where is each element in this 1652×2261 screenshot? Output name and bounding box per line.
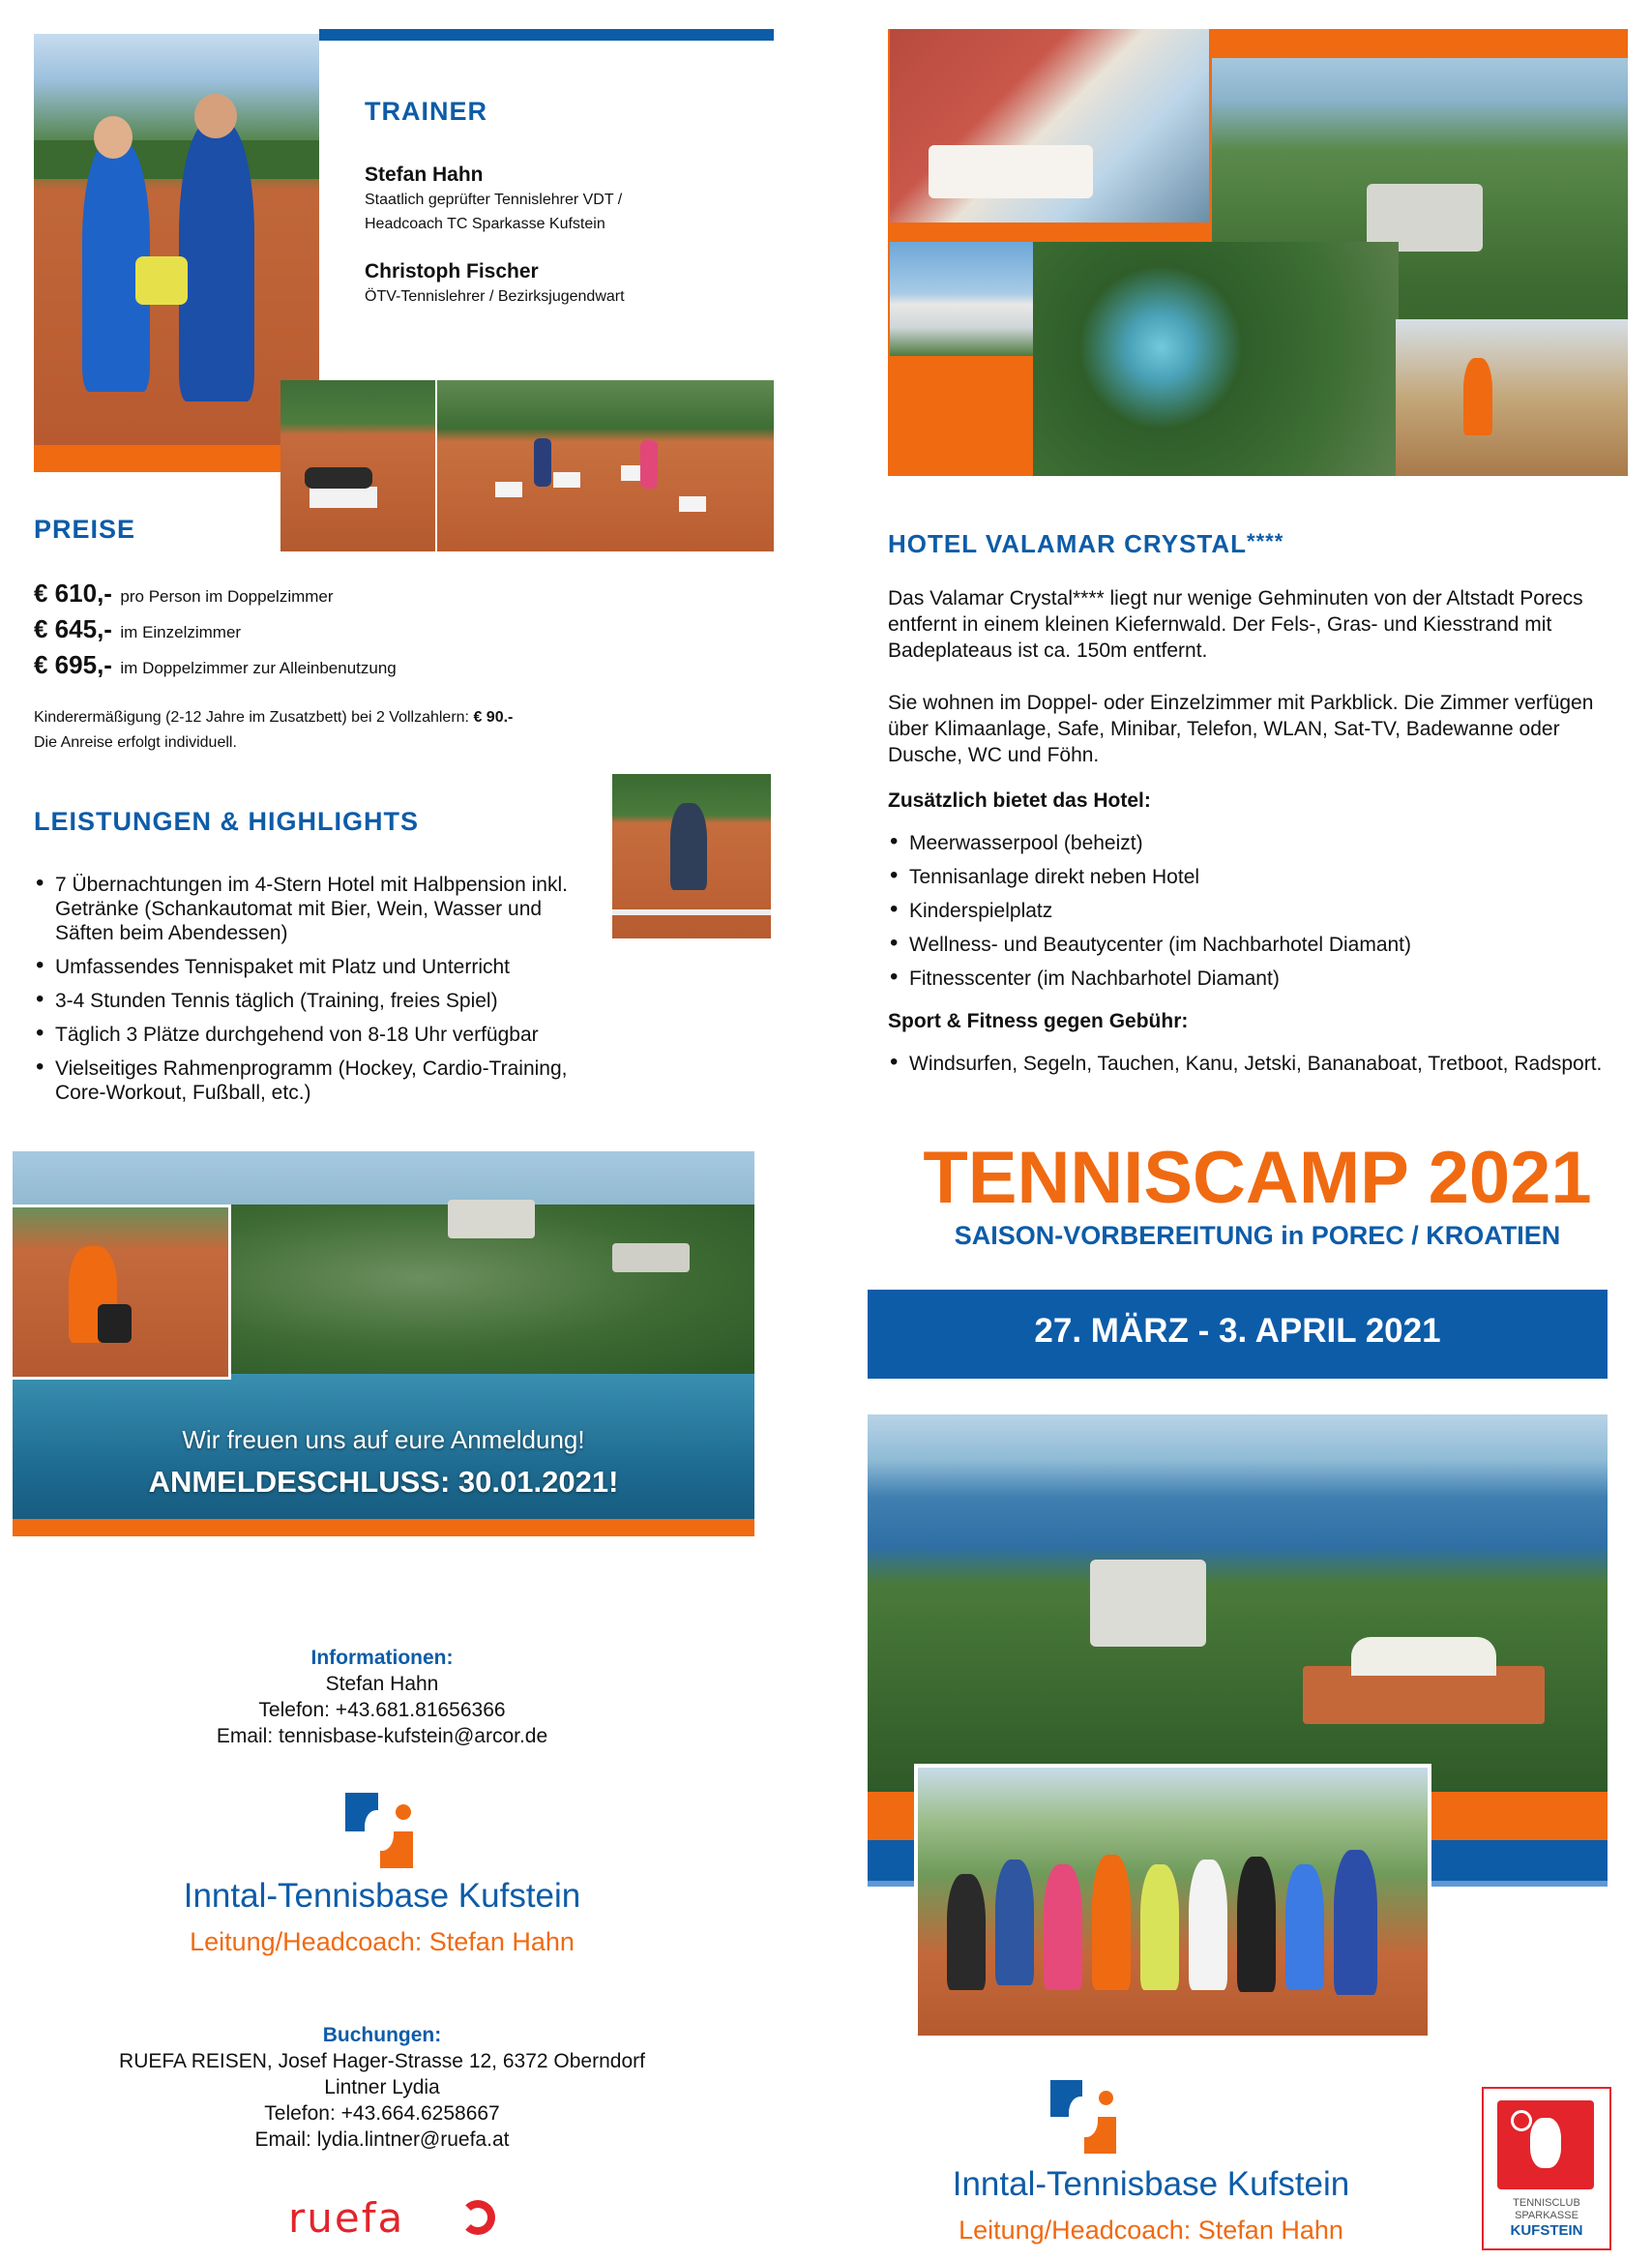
camp-dates: 27. MÄRZ - 3. APRIL 2021: [1034, 1312, 1441, 1350]
price-note-text: Kinderermäßigung (2-12 Jahre im Zusatzbett) bei 2 Vollzahlern:: [34, 709, 474, 726]
list-item: • 3-4 Stunden Tennis täglich (Training, freies Spiel): [34, 989, 585, 1013]
trainer-name-2: Christoph Fischer: [365, 260, 539, 283]
list-item: • Windsurfen, Segeln, Tauchen, Kanu, Jetski, Bananaboat, Tretboot, Radsport.: [888, 1052, 1633, 1076]
tennisbase-brand-left: [92, 1877, 672, 1957]
banner-line-1: Wir freuen uns auf eure Anmeldung!: [182, 1425, 585, 1454]
brand-sub-right: Leitung/Headcoach: Stefan Hahn: [959, 2216, 1343, 2245]
hotel-body: [888, 585, 1633, 1086]
trainer-heading: TRAINER: [365, 97, 487, 126]
price-note-amount: € 90.-: [473, 709, 514, 726]
info-block: [92, 1645, 672, 1749]
trainer-block: [365, 97, 771, 306]
price-amount: € 610,-: [34, 579, 112, 608]
bookings-block: [44, 2022, 721, 2153]
brand-sub: Leitung/Headcoach: Stefan Hahn: [190, 1927, 575, 1956]
training-photo-1: [280, 380, 435, 551]
highlights-heading: LEISTUNGEN & HIGHLIGHTS: [34, 807, 420, 836]
hotel-p1: Das Valamar Crystal**** liegt nur wenige Gehminuten von der Altstadt Porecs entfernt in einem kleinen Kiefernwald. Der Fels-, Gras- und Kiesstrand mit Badeplateaus ist ca. 150m entfernt.: [888, 587, 1583, 662]
prices-heading: PREISE: [34, 515, 136, 544]
price-amount: € 645,-: [34, 614, 112, 643]
ruefa-logo: [288, 2194, 511, 2243]
prices-list: [34, 579, 575, 752]
list-item: • 7 Übernachtungen im 4-Stern Hotel mit Halbpension inkl. Getränke (Schankautomat mit Bier, Wein, Wasser und Säften beim Abendessen): [34, 873, 585, 945]
club-lines: [1484, 2197, 1609, 2237]
hotel-extra-heading: Zusätzlich bietet das Hotel:: [888, 789, 1151, 812]
banner-line-2: ANMELDESCHLUSS: 30.01.2021!: [148, 1465, 619, 1499]
price-desc: im Doppelzimmer zur Alleinbenutzung: [120, 659, 397, 677]
brand-name-right: Inntal-Tennisbase Kufstein: [952, 2165, 1350, 2203]
club-logo: [1482, 2087, 1611, 2250]
list-item: • Wellness- und Beautycenter (im Nachbarhotel Diamant): [888, 933, 1633, 957]
list-item: • Täglich 3 Plätze durchgehend von 8-18 Uhr verfügbar: [34, 1023, 585, 1047]
banner-bottom-bar: [13, 1519, 754, 1536]
camp-title: TENNISCAMP 2021: [923, 1137, 1592, 1219]
price-amount: € 695,-: [34, 650, 112, 679]
list-item: • Kinderspielplatz: [888, 899, 1633, 923]
hotel-room-photo: [890, 29, 1209, 223]
list-item: • Meerwasserpool (beheizt): [888, 831, 1633, 855]
tennisbase-logo-mark-right: [1050, 2080, 1118, 2154]
info-phone: Telefon: +43.681.81656366: [258, 1699, 506, 1721]
group-photo: [914, 1764, 1431, 2039]
club-line-1: TENNISCLUB: [1513, 2197, 1580, 2209]
trainer-desc-1b: Headcoach TC Sparkasse Kufstein: [365, 216, 605, 232]
club-line-2: SPARKASSE: [1515, 2210, 1578, 2221]
trainer-name-1: Stefan Hahn: [365, 164, 484, 186]
hotel-stars: ****: [1247, 529, 1284, 553]
list-item: • Fitnesscenter (im Nachbarhotel Diamant): [888, 967, 1633, 991]
trainer-top-bar: [319, 29, 774, 41]
brand-name: Inntal-Tennisbase Kufstein: [183, 1877, 581, 1915]
trainer-desc-1a: Staatlich geprüfter Tennislehrer VDT /: [365, 192, 623, 208]
club-line-3: KUFSTEIN: [1510, 2222, 1583, 2239]
tennisbase-logo-mark: [345, 1793, 415, 1868]
hotel-sport-heading: Sport & Fitness gegen Gebühr:: [888, 1010, 1189, 1032]
highlights-list: [34, 873, 585, 1115]
ruefa-logo-text: ruefa: [288, 2194, 405, 2242]
ruefa-swirl-icon: [460, 2200, 495, 2235]
player-photo: [612, 774, 771, 938]
trainer-desc-2a: ÖTV-Tennislehrer / Bezirksjugendwart: [365, 288, 625, 305]
price-row: [34, 579, 575, 609]
price-desc: im Einzelzimmer: [120, 623, 242, 641]
camp-subtitle: SAISON-VORBEREITUNG in POREC / KROATIEN: [954, 1221, 1561, 1250]
bookings-line-2: Lintner Lydia: [324, 2076, 440, 2098]
hotel-extras-list: [888, 831, 1633, 991]
info-email: Email: tennisbase-kufstein@arcor.de: [216, 1725, 548, 1747]
bookings-heading: Buchungen:: [322, 2024, 442, 2046]
trainer-photo: [34, 34, 319, 445]
price-row: [34, 650, 575, 680]
bookings-phone: Telefon: +43.664.6258667: [264, 2102, 500, 2125]
list-item: • Vielseitiges Rahmenprogramm (Hockey, Cardio-Training, Core-Workout, Fußball, etc.): [34, 1056, 585, 1105]
info-name: Stefan Hahn: [325, 1673, 439, 1695]
porec-aerial-photo: [868, 1414, 1608, 1792]
hotel-sport-list: [888, 1052, 1633, 1076]
price-note: [34, 709, 575, 727]
info-heading: Informationen:: [310, 1647, 454, 1669]
camp-title-block: [866, 1137, 1649, 1251]
price-desc: pro Person im Doppelzimmer: [120, 587, 334, 606]
hotel-restaurant-photo: [1396, 319, 1628, 476]
club-emblem-icon: [1497, 2100, 1594, 2189]
aerial-banner: [13, 1151, 754, 1519]
price-note-2: Die Anreise erfolgt individuell.: [34, 734, 237, 751]
hotel-building-photo: [890, 242, 1035, 356]
price-row: [34, 614, 575, 644]
hotel-heading: [888, 529, 1283, 559]
hotel-pool-photo: [1033, 242, 1399, 476]
trainer-bottom-bar: [34, 445, 280, 472]
training-photo-2: [437, 380, 774, 551]
hotel-heading-text: HOTEL VALAMAR CRYSTAL: [888, 529, 1248, 558]
bookings-email: Email: lydia.lintner@ruefa.at: [254, 2128, 510, 2151]
tennisbase-brand-right: [841, 2165, 1460, 2246]
hotel-p2: Sie wohnen im Doppel- oder Einzelzimmer mit Parkblick. Die Zimmer verfügen über Klimaanlage, Safe, Minibar, Telefon, WLAN, Sat-TV, Badewanne oder Dusche, WC und Föhn.: [888, 692, 1594, 766]
camp-dates-bar: [868, 1290, 1608, 1379]
list-item: • Umfassendes Tennispaket mit Platz und Unterricht: [34, 955, 585, 979]
list-item: • Tennisanlage direkt neben Hotel: [888, 865, 1633, 889]
bookings-line-1: RUEFA REISEN, Josef Hager-Strasse 12, 6372 Oberndorf: [119, 2050, 645, 2072]
